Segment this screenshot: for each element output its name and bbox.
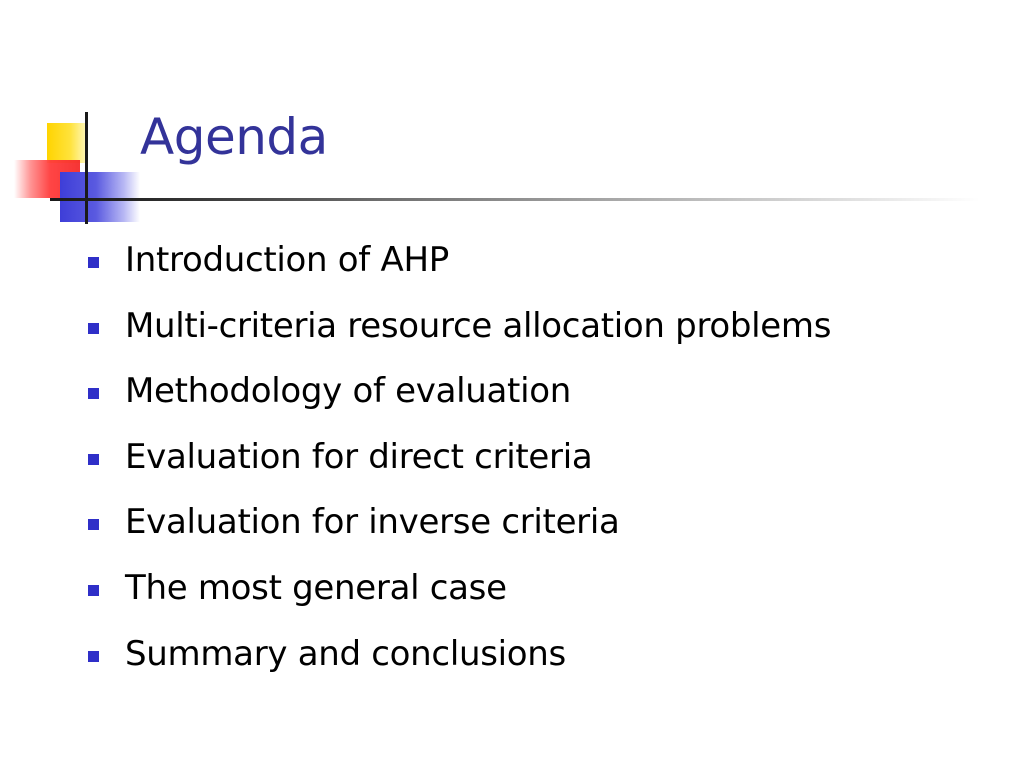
agenda-item <box>88 365 831 431</box>
agenda-item-label: Multi-criteria resource allocation problems <box>125 305 832 346</box>
agenda-list <box>88 234 831 693</box>
slide-title: Agenda <box>140 108 328 166</box>
agenda-item <box>88 562 831 628</box>
square-bullet-icon <box>88 585 99 596</box>
square-bullet-icon <box>88 257 99 268</box>
agenda-item <box>88 431 831 497</box>
square-bullet-icon <box>88 651 99 662</box>
square-bullet-icon <box>88 388 99 399</box>
agenda-item <box>88 628 831 694</box>
decorative-logo <box>0 0 140 240</box>
blue-square-decoration <box>60 172 140 222</box>
agenda-item-label: Summary and conclusions <box>125 633 566 674</box>
title-underline <box>50 198 980 201</box>
agenda-item-label: The most general case <box>125 567 507 608</box>
agenda-item-label: Methodology of evaluation <box>125 371 571 412</box>
agenda-item <box>88 496 831 562</box>
agenda-item <box>88 234 831 300</box>
agenda-item-label: Introduction of AHP <box>125 240 449 280</box>
square-bullet-icon <box>88 519 99 530</box>
agenda-item-label: Evaluation for inverse criteria <box>125 502 620 543</box>
vertical-rule <box>85 112 88 224</box>
yellow-square-decoration <box>47 123 85 163</box>
agenda-item-label: Evaluation for direct criteria <box>125 436 593 477</box>
square-bullet-icon <box>88 454 99 465</box>
square-bullet-icon <box>88 323 99 334</box>
agenda-item <box>88 300 831 366</box>
